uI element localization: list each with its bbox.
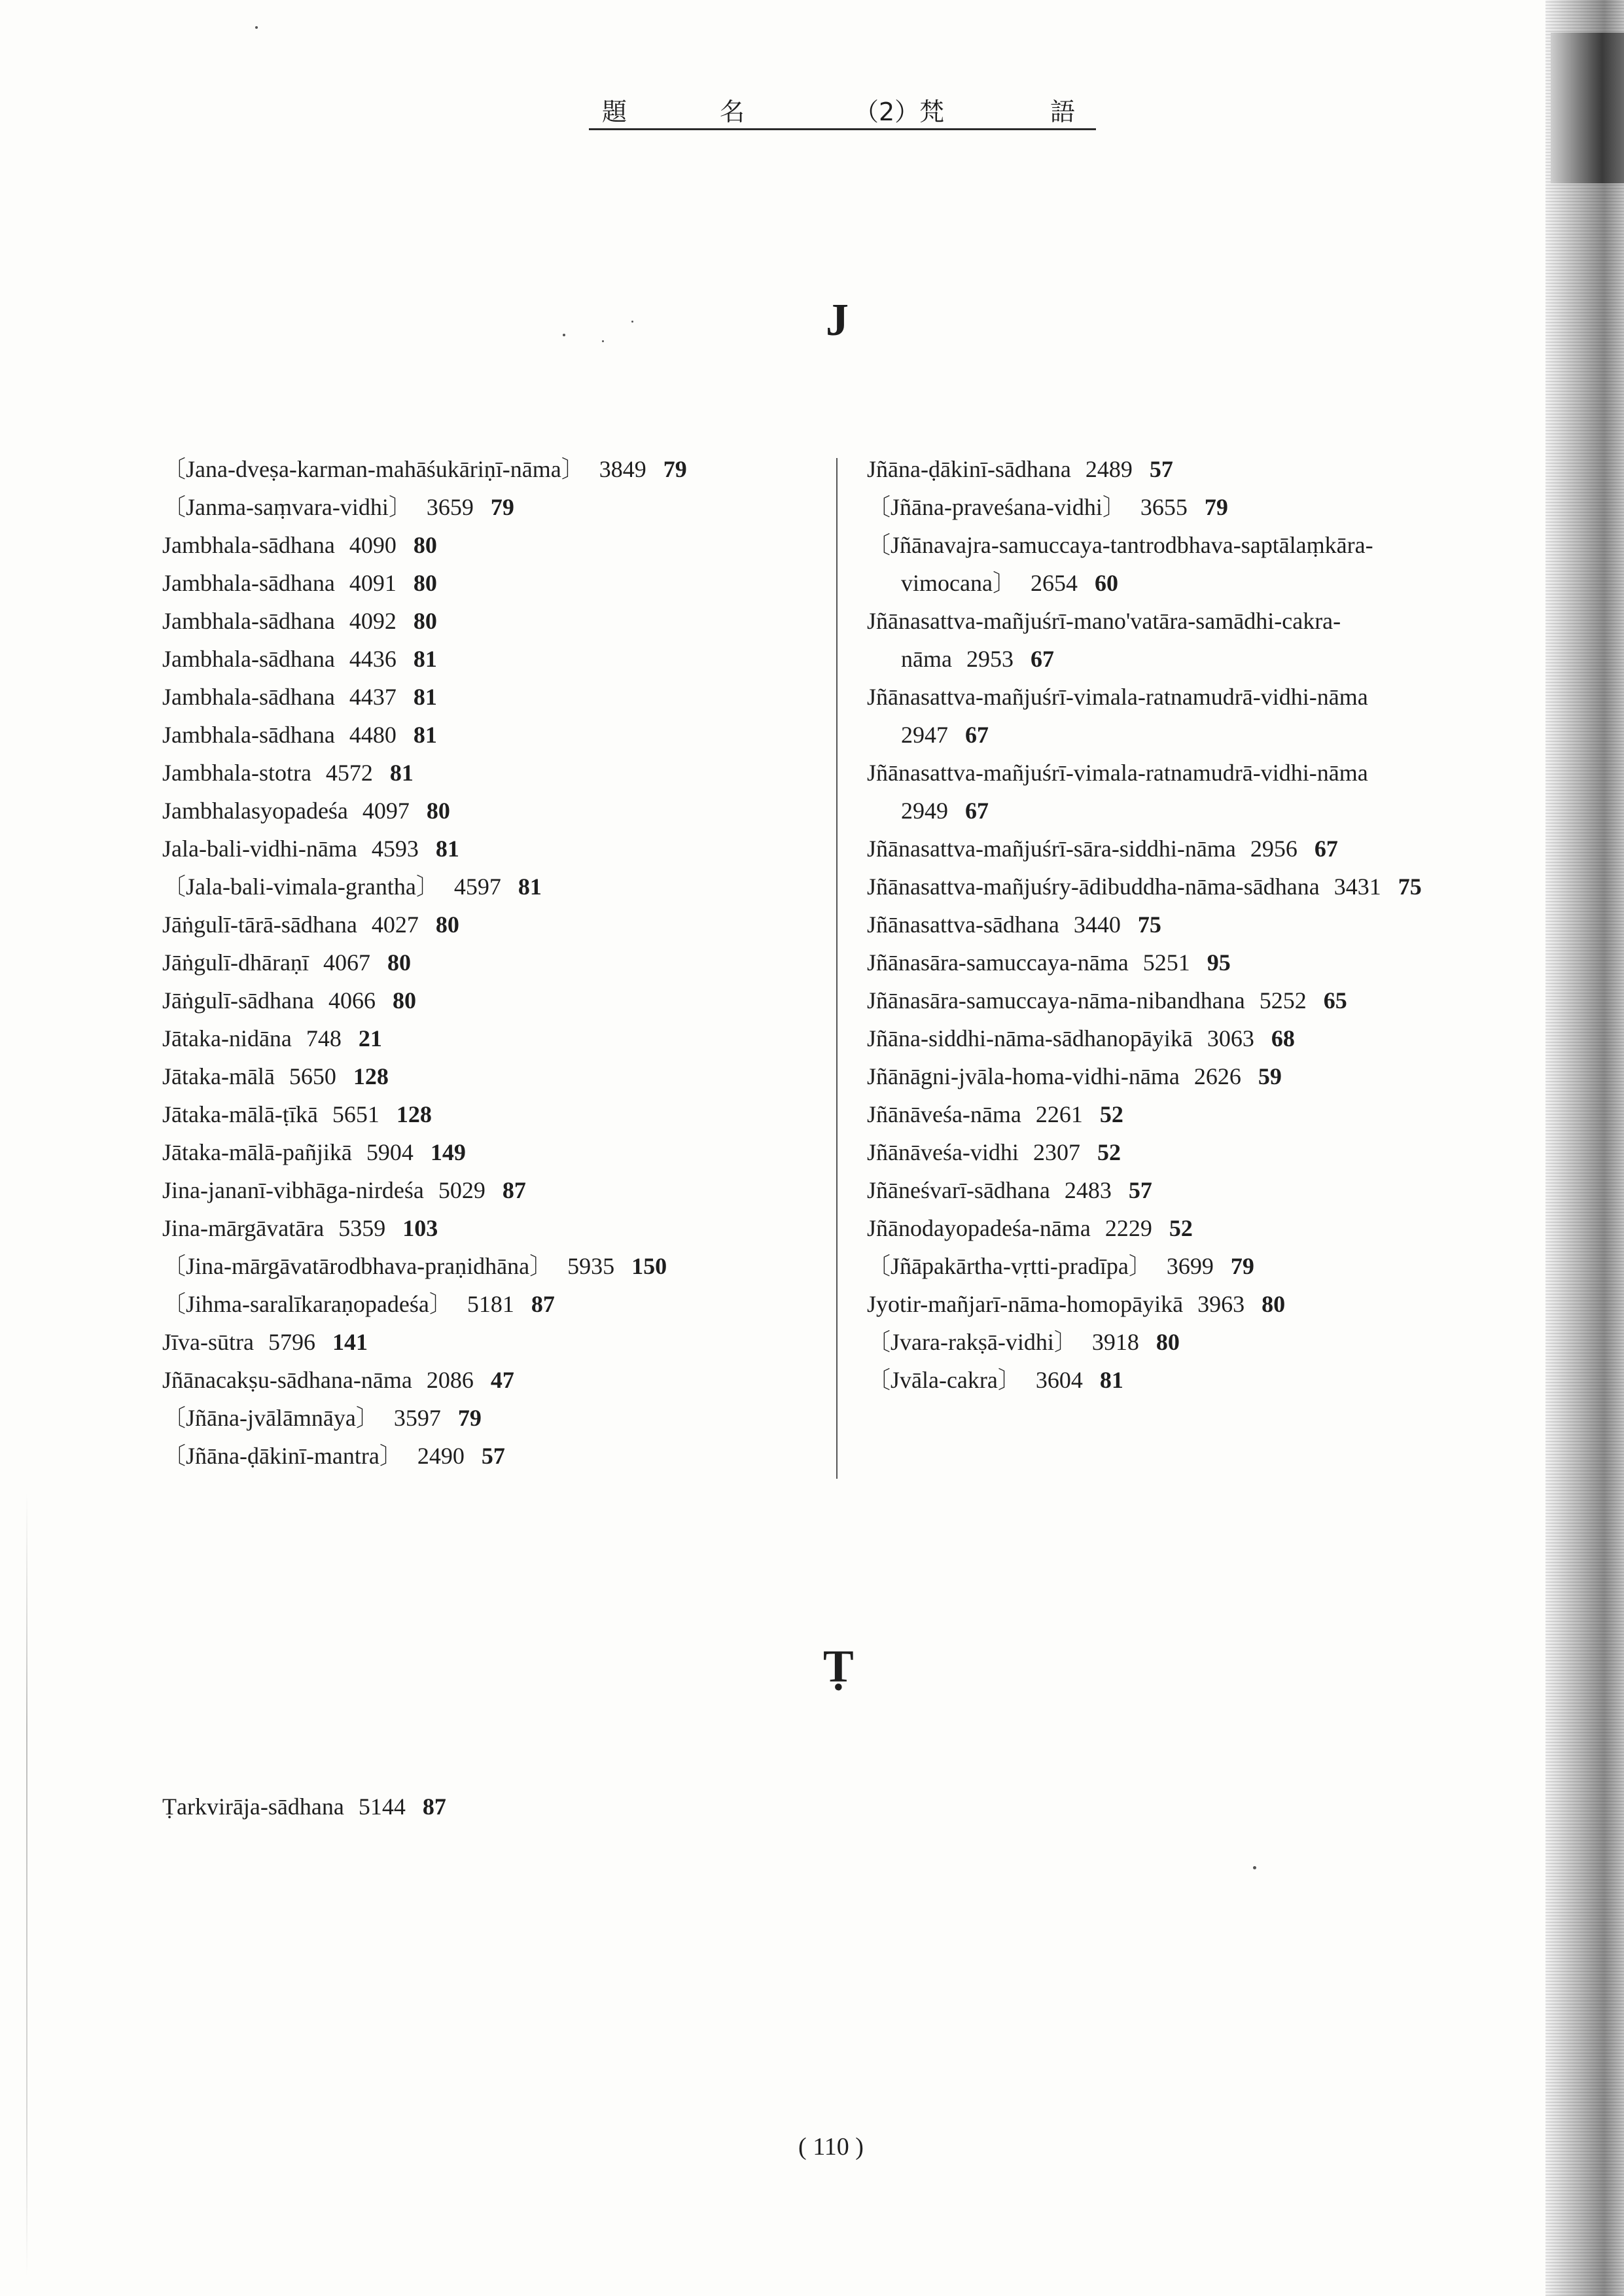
page-reference: 149 — [430, 1139, 466, 1165]
entry-title: Jñānasattva-mañjuśrī-mano'vatāra-samādhi-cakra- — [867, 608, 1341, 634]
page-reference: 47 — [490, 1367, 514, 1393]
catalog-number: 4092 — [349, 608, 397, 634]
index-entry — [867, 944, 1547, 981]
catalog-number: 2261 — [1035, 1101, 1083, 1127]
page-reference: 52 — [1099, 1101, 1123, 1127]
catalog-number: 5796 — [268, 1329, 315, 1355]
catalog-number: 3655 — [1140, 494, 1188, 520]
page-reference: 150 — [631, 1253, 667, 1279]
entry-title: 〔Jala-bali-vimala-grantha〕 — [162, 874, 440, 900]
page-reference: 81 — [413, 722, 437, 748]
entry-title: Jātaka-nidāna — [162, 1025, 292, 1051]
entry-title: Jambhalasyopadeśa — [162, 798, 348, 824]
index-entry — [867, 526, 1547, 602]
index-column-left — [162, 450, 817, 1475]
catalog-number: 4572 — [325, 760, 373, 786]
index-entry — [162, 944, 817, 981]
index-entry — [162, 602, 817, 640]
index-entry — [162, 1361, 817, 1399]
scan-speck — [602, 340, 604, 342]
entry-title: Jambhala-stotra — [162, 760, 311, 786]
entry-title: Jñānāveśa-nāma — [867, 1101, 1021, 1127]
index-entry — [162, 450, 817, 488]
entry-title: Jambhala-sādhana — [162, 684, 335, 710]
page-reference: 80 — [1262, 1291, 1286, 1317]
page-reference: 67 — [1314, 836, 1338, 862]
index-entry — [162, 1057, 817, 1095]
catalog-number: 4097 — [362, 798, 410, 824]
index-entry — [162, 1399, 817, 1437]
page-reference: 80 — [426, 798, 450, 824]
page-reference: 87 — [502, 1177, 526, 1203]
catalog-number: 4437 — [349, 684, 397, 710]
column-divider — [836, 458, 838, 1479]
page-reference: 81 — [413, 684, 437, 710]
index-entry — [162, 716, 817, 754]
page-scan-edge-shadow — [1551, 33, 1624, 183]
index-entry — [162, 1171, 817, 1209]
entry-title: Jina-mārgāvatāra — [162, 1215, 325, 1241]
page-reference: 80 — [413, 570, 437, 596]
page-reference: 21 — [358, 1025, 382, 1051]
catalog-number: 748 — [306, 1025, 342, 1051]
page-reference: 67 — [965, 798, 989, 824]
catalog-number: 2953 — [966, 646, 1014, 672]
entry-continuation — [867, 564, 1547, 602]
index-entry — [162, 564, 817, 602]
entry-title: Jambhala-sādhana — [162, 722, 335, 748]
catalog-number: 3597 — [393, 1405, 441, 1431]
page-reference: 60 — [1094, 570, 1118, 596]
entry-title: Jyotir-mañjarī-nāma-homopāyikā — [867, 1291, 1184, 1317]
entry-title: Jambhala-sādhana — [162, 532, 335, 558]
index-entry — [867, 1247, 1547, 1285]
index-entry — [867, 981, 1547, 1019]
entry-title: 〔Jihma-saralīkaraṇopadeśa〕 — [162, 1291, 453, 1317]
catalog-number: 5359 — [338, 1215, 386, 1241]
catalog-number: 4597 — [453, 874, 501, 900]
entry-title: Jñāna-siddhi-nāma-sādhanopāyikā — [867, 1025, 1193, 1051]
catalog-number: 5935 — [567, 1253, 615, 1279]
page-reference: 80 — [387, 949, 411, 976]
entry-title: Jambhala-sādhana — [162, 608, 335, 634]
index-entry — [162, 1209, 817, 1247]
catalog-number: 4480 — [349, 722, 397, 748]
catalog-number: 5029 — [438, 1177, 485, 1203]
page-reference: 81 — [435, 836, 459, 862]
index-entry — [162, 678, 817, 716]
entry-title: 〔Jvāla-cakra〕 — [867, 1367, 1021, 1393]
page-reference: 52 — [1097, 1139, 1121, 1165]
index-entry — [162, 830, 817, 868]
index-entry — [162, 1285, 817, 1323]
entry-title: 〔Jina-mārgāvatārodbhava-praṇidhāna〕 — [162, 1253, 554, 1279]
index-entry — [867, 1095, 1547, 1133]
entry-title: 〔Jñāna-jvālāmnāya〕 — [162, 1405, 380, 1431]
entry-title: Jāṅgulī-sādhana — [162, 987, 314, 1014]
page-reference: 141 — [332, 1329, 368, 1355]
entry-title: Jambhala-sādhana — [162, 646, 335, 672]
catalog-number: 2307 — [1033, 1139, 1080, 1165]
entry-title: Jāṅgulī-tārā-sādhana — [162, 911, 357, 938]
entry-title: Jñānasāra-samuccaya-nāma — [867, 949, 1129, 976]
entry-continuation — [867, 640, 1547, 678]
index-entry — [867, 1171, 1547, 1209]
page-reference: 68 — [1271, 1025, 1295, 1051]
catalog-number: 2956 — [1250, 836, 1297, 862]
catalog-number: 3659 — [426, 494, 474, 520]
catalog-number: 2489 — [1085, 456, 1133, 482]
index-entry — [867, 1019, 1547, 1057]
index-entry — [162, 1788, 446, 1826]
catalog-number: 2947 — [901, 722, 948, 748]
index-column-right — [867, 450, 1547, 1399]
entry-title: Jambhala-sādhana — [162, 570, 335, 596]
entry-title-continuation: vimocana〕 — [901, 570, 1016, 596]
entry-title: 〔Jñāna-praveśana-vidhi〕 — [867, 494, 1126, 520]
page-reference: 67 — [1030, 646, 1054, 672]
entry-title: Jñānasāra-samuccaya-nāma-nibandhana — [867, 987, 1245, 1014]
catalog-number: 2654 — [1030, 570, 1078, 596]
page-reference: 87 — [531, 1291, 555, 1317]
entry-title: Jātaka-mālā-pañjikā — [162, 1139, 352, 1165]
page-reference: 57 — [1128, 1177, 1152, 1203]
page-reference: 81 — [1099, 1367, 1123, 1393]
index-entry — [867, 1323, 1547, 1361]
page-reference: 79 — [457, 1405, 482, 1431]
entry-title: Jāṅgulī-dhāraṇī — [162, 949, 309, 976]
index-entry — [162, 1095, 817, 1133]
page-reference: 57 — [1149, 456, 1173, 482]
catalog-number: 2626 — [1193, 1063, 1241, 1089]
index-entry — [867, 450, 1547, 488]
page-reference: 103 — [402, 1215, 438, 1241]
entry-title: Jñānasattva-sādhana — [867, 911, 1059, 938]
index-entry — [162, 792, 817, 830]
index-entry — [867, 602, 1547, 678]
index-entry — [162, 488, 817, 526]
page-reference: 80 — [413, 608, 437, 634]
page-left-margin-mark — [26, 1492, 27, 2277]
catalog-number: 5904 — [366, 1139, 414, 1165]
index-entry — [162, 1247, 817, 1285]
entry-title: Jñānacakṣu-sādhana-nāma — [162, 1367, 412, 1393]
catalog-number: 2483 — [1064, 1177, 1112, 1203]
index-entry — [867, 754, 1547, 830]
index-entry — [162, 1323, 817, 1361]
entry-title: 〔Jñānavajra-samuccaya-tantrodbhava-saptālaṃkāra- — [867, 532, 1373, 558]
entry-title: Jala-bali-vidhi-nāma — [162, 836, 357, 862]
index-entry — [162, 1437, 817, 1475]
catalog-number: 4593 — [371, 836, 419, 862]
page-reference: 128 — [353, 1063, 389, 1089]
index-entry — [162, 640, 817, 678]
catalog-number: 5251 — [1142, 949, 1190, 976]
running-header — [589, 92, 1096, 130]
scan-speck — [631, 321, 633, 323]
index-entry — [867, 1057, 1547, 1095]
scan-speck — [255, 26, 258, 29]
page-reference: 81 — [518, 874, 542, 900]
index-entry — [867, 1209, 1547, 1247]
catalog-number: 5651 — [332, 1101, 380, 1127]
catalog-number: 4091 — [349, 570, 397, 596]
catalog-number: 4090 — [349, 532, 397, 558]
page-reference: 79 — [1204, 494, 1228, 520]
page-reference: 80 — [392, 987, 416, 1014]
entry-title: Jñānasattva-mañjuśrī-vimala-ratnamudrā-vidhi-nāma — [867, 684, 1368, 710]
page-reference: 79 — [663, 456, 687, 482]
entry-title: Jñāneśvarī-sādhana — [867, 1177, 1050, 1203]
catalog-number: 3918 — [1091, 1329, 1139, 1355]
catalog-number: 3604 — [1035, 1367, 1083, 1393]
entry-title-continuation: nāma — [901, 646, 952, 672]
catalog-number: 3963 — [1197, 1291, 1245, 1317]
catalog-number: 5144 — [358, 1793, 406, 1820]
index-column-t — [162, 1788, 446, 1826]
entry-title: 〔Jvara-rakṣā-vidhi〕 — [867, 1329, 1078, 1355]
page-reference: 79 — [490, 494, 514, 520]
entry-title: Jina-jananī-vibhāga-nirdeśa — [162, 1177, 424, 1203]
index-entry — [162, 1019, 817, 1057]
catalog-number: 4066 — [328, 987, 376, 1014]
page-reference: 75 — [1137, 911, 1161, 938]
index-entry — [867, 1133, 1547, 1171]
catalog-number: 2490 — [417, 1443, 465, 1469]
entry-title: Jīva-sūtra — [162, 1329, 254, 1355]
catalog-number: 2086 — [426, 1367, 474, 1393]
catalog-number: 3063 — [1207, 1025, 1254, 1051]
entry-title: Jñānodayopadeśa-nāma — [867, 1215, 1091, 1241]
index-entry — [162, 868, 817, 906]
page-reference: 65 — [1323, 987, 1347, 1014]
entry-title: Jñānasattva-mañjuśrī-vimala-ratnamudrā-vidhi-nāma — [867, 760, 1368, 786]
entry-title: Ṭarkvirāja-sādhana — [162, 1793, 344, 1820]
page-scan-edge — [1545, 0, 1624, 2296]
catalog-number: 5181 — [467, 1291, 514, 1317]
index-entry — [162, 981, 817, 1019]
catalog-number: 2949 — [901, 798, 948, 824]
page-reference: 128 — [396, 1101, 432, 1127]
page-reference: 87 — [422, 1793, 446, 1820]
page-reference: 81 — [413, 646, 437, 672]
entry-title: Jātaka-mālā-ṭīkā — [162, 1101, 318, 1127]
page-reference: 95 — [1207, 949, 1231, 976]
catalog-number: 3440 — [1073, 911, 1121, 938]
index-entry — [162, 1133, 817, 1171]
page-reference: 75 — [1398, 874, 1422, 900]
page-reference: 52 — [1169, 1215, 1193, 1241]
section-heading-j: J — [826, 295, 849, 345]
catalog-number: 3431 — [1333, 874, 1381, 900]
entry-title: Jñāna-ḍākinī-sādhana — [867, 456, 1071, 482]
index-entry — [867, 488, 1547, 526]
index-entry — [162, 906, 817, 944]
page-reference: 80 — [413, 532, 437, 558]
index-entry — [867, 1361, 1547, 1399]
page-reference: 80 — [1156, 1329, 1180, 1355]
entry-title: Jñānasattva-mañjuśrī-sāra-siddhi-nāma — [867, 836, 1236, 862]
catalog-number: 5252 — [1259, 987, 1307, 1014]
catalog-number: 4027 — [371, 911, 419, 938]
catalog-number: 4067 — [323, 949, 370, 976]
entry-title: Jñānasattva-mañjuśry-ādibuddha-nāma-sādhana — [867, 874, 1320, 900]
scan-speck — [1253, 1866, 1256, 1869]
entry-continuation — [867, 792, 1547, 830]
scan-speck — [563, 334, 565, 336]
entry-title: Jñānāveśa-vidhi — [867, 1139, 1019, 1165]
entry-title: 〔Jñāna-ḍākinī-mantra〕 — [162, 1443, 403, 1469]
section-heading-t: Ṭ — [823, 1642, 854, 1692]
catalog-number: 3849 — [599, 456, 646, 482]
entry-title: Jātaka-mālā — [162, 1063, 275, 1089]
header-section-label: （2）梵 — [854, 97, 945, 126]
catalog-number: 2229 — [1104, 1215, 1152, 1241]
entry-title: 〔Janma-saṃvara-vidhi〕 — [162, 494, 412, 520]
entry-title: 〔Jñāpakārtha-vṛtti-pradīpa〕 — [867, 1253, 1152, 1279]
entry-continuation — [867, 716, 1547, 754]
catalog-number: 4436 — [349, 646, 397, 672]
index-entry — [867, 868, 1547, 906]
page-reference: 79 — [1230, 1253, 1254, 1279]
header-char-language: 語 — [1050, 97, 1076, 126]
page-reference: 80 — [435, 911, 459, 938]
header-char-title: 題 — [602, 97, 627, 126]
header-char-name: 名 — [720, 97, 745, 126]
entry-title: 〔Jana-dveṣa-karman-mahāśukāriṇī-nāma〕 — [162, 456, 585, 482]
entry-title: Jñānāgni-jvāla-homa-vidhi-nāma — [867, 1063, 1180, 1089]
index-entry — [867, 906, 1547, 944]
page-number: ( 110 ) — [798, 2133, 864, 2161]
index-entry — [867, 1285, 1547, 1323]
index-entry — [162, 526, 817, 564]
index-entry — [162, 754, 817, 792]
page-reference: 81 — [389, 760, 414, 786]
index-entry — [867, 678, 1547, 754]
page-reference: 67 — [965, 722, 989, 748]
catalog-number: 5650 — [289, 1063, 336, 1089]
index-entry — [867, 830, 1547, 868]
page-reference: 59 — [1258, 1063, 1282, 1089]
page-reference: 57 — [481, 1443, 505, 1469]
catalog-number: 3699 — [1166, 1253, 1214, 1279]
